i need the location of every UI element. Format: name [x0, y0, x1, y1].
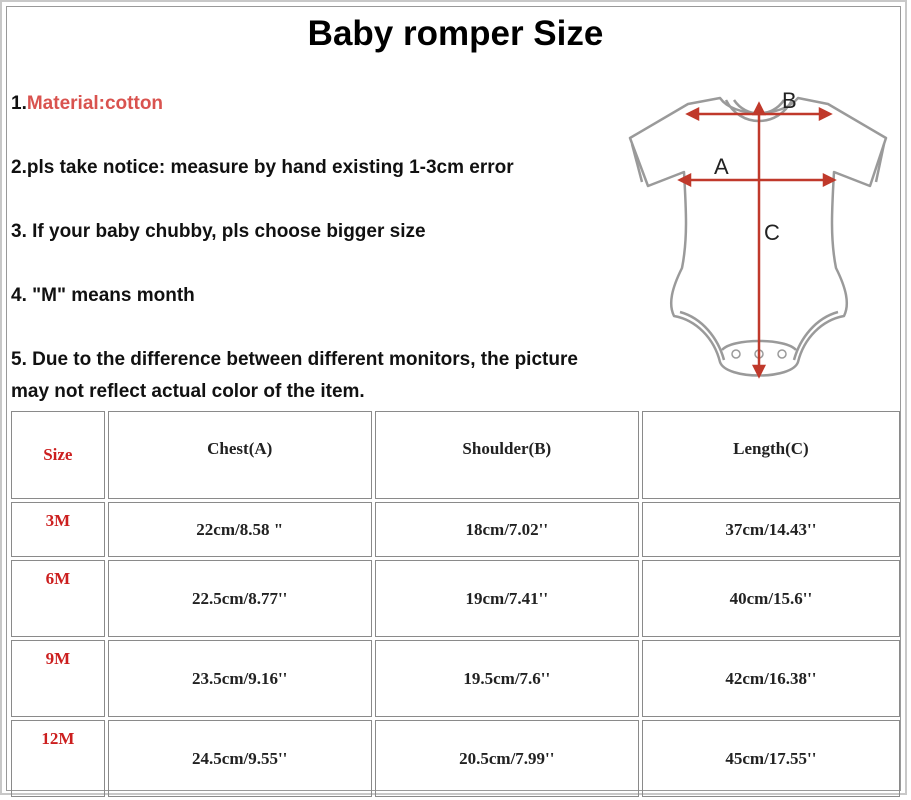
note-month: 4. "M" means month	[11, 285, 195, 306]
table-row	[11, 640, 900, 717]
header-size: Size	[11, 411, 105, 499]
row-length: 37cm/14.43''	[642, 502, 900, 557]
header-length: Length(C)	[642, 411, 900, 499]
note-material-prefix: 1.	[11, 93, 27, 114]
diagram-label-c: C	[764, 220, 780, 245]
note-chubby: 3. If your baby chubby, pls choose bigger size	[11, 221, 426, 242]
row-size: 9M	[11, 640, 105, 717]
note-material	[11, 88, 163, 120]
size-table	[8, 408, 903, 800]
table-row	[11, 720, 900, 797]
row-shoulder: 19cm/7.41''	[375, 560, 639, 637]
note-monitor-line1: 5. Due to the difference between different monitors, the picture	[11, 349, 578, 370]
row-chest: 24.5cm/9.55''	[108, 720, 372, 797]
table-header-row	[11, 411, 900, 499]
note-measure-error: 2.pls take notice: measure by hand existing 1-3cm error	[11, 157, 514, 178]
row-shoulder: 18cm/7.02''	[375, 502, 639, 557]
row-chest: 22.5cm/8.77''	[108, 560, 372, 637]
note-material-value: Material:cotton	[26, 93, 164, 114]
diagram-label-b: B	[782, 88, 797, 113]
row-length: 40cm/15.6''	[642, 560, 900, 637]
romper-diagram	[622, 88, 892, 390]
row-chest: 23.5cm/9.16''	[108, 640, 372, 717]
note-monitor-line2: may not reflect actual color of the item.	[11, 381, 365, 402]
row-length: 42cm/16.38''	[642, 640, 900, 717]
diagram-label-a: A	[714, 154, 729, 179]
row-size: 3M	[11, 502, 105, 557]
row-size: 6M	[11, 560, 105, 637]
header-chest: Chest(A)	[108, 411, 372, 499]
row-chest: 22cm/8.58 "	[108, 502, 372, 557]
row-size: 12M	[11, 720, 105, 797]
table-row	[11, 560, 900, 637]
table-row	[11, 502, 900, 557]
header-shoulder: Shoulder(B)	[375, 411, 639, 499]
row-length: 45cm/17.55''	[642, 720, 900, 797]
row-shoulder: 20.5cm/7.99''	[375, 720, 639, 797]
page-title: Baby romper Size	[307, 14, 604, 53]
row-shoulder: 19.5cm/7.6''	[375, 640, 639, 717]
